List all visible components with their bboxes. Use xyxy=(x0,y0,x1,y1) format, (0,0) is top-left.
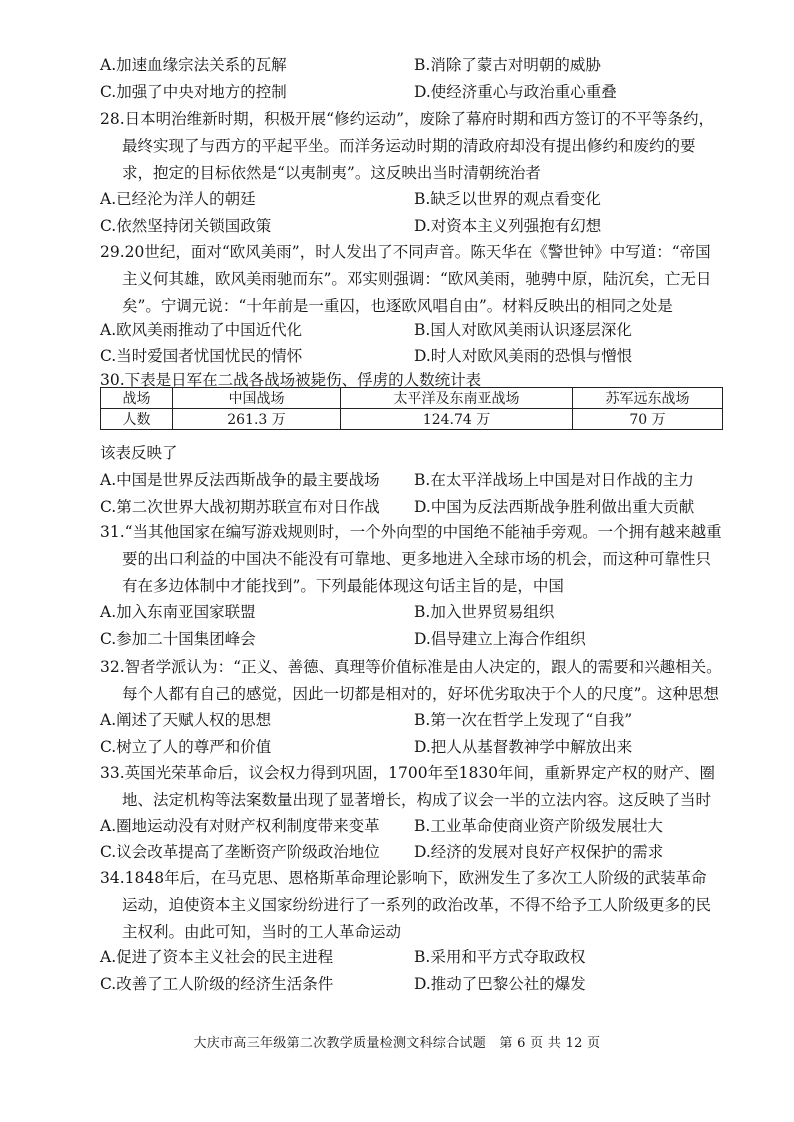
q32-option-d: D.把人从基督教神学中解放出来 xyxy=(414,738,633,756)
q34-option-a: A.促进了资本主义社会的民主进程 xyxy=(100,948,334,966)
q34-option-c: C.改善了工人阶级的经济生活条件 xyxy=(100,975,334,993)
q31-stem: 31.“当其他国家在编写游戏规则时，一个外向型的中国绝不能袖手旁观。一个拥有越来越重要的出口利益的中国决不能没有可靠地、更多地进入全球市场的机会，而这种可靠性只有在多边体制中才能找到”。下列最能体现这句话主旨的是，中国 xyxy=(100,523,722,595)
page-footer: 大庆市高三年级第二次教学质量检测文科综合试题 第 6 页 共 12 页 xyxy=(193,1036,601,1051)
q28-option-c: C.依然坚持闭关锁国政策 xyxy=(100,217,272,235)
q29-stem: 29.20世纪，面对“欧风美雨”，时人发出了不同声音。陈天华在《警世钟》中写道：“帝国主义何其雄，欧风美雨驰而东”。邓实则强调：“欧风美雨，驰骋中原，陆沉矣，亡无日矣”。宁调元说：“十年前是一重囚，也逐欧风唱自由”。材料反映出的相同之处是 xyxy=(100,243,712,315)
q31-option-c: C.参加二十国集团峰会 xyxy=(100,630,256,648)
q33-option-d: D.经济的发展对良好产权保护的需求 xyxy=(414,843,664,861)
q33-option-c: C.议会改革提高了垄断资产阶级政治地位 xyxy=(100,843,380,861)
q28-stem: 28.日本明治维新时期，积极开展“修约运动”，废除了幕府时期和西方签订的不平等条约，最终实现了与西方的平起平坐。而洋务运动时期的清政府却没有提出修约和废约的要求，抱定的目标依然是“以夷制夷”。这反映出当时清朝统治者 xyxy=(100,110,715,182)
table-header-cell: 战场 xyxy=(101,388,173,409)
table-cell: 124.74 万 xyxy=(341,409,573,430)
q34-option-d: D.推动了巴黎公社的爆发 xyxy=(414,975,586,993)
q30-option-c: C.第二次世界大战初期苏联宣布对日作战 xyxy=(100,498,380,516)
table-header-cell: 中国战场 xyxy=(173,388,341,409)
q31-option-b: B.加入世界贸易组织 xyxy=(414,603,555,621)
q27-option-d: D.使经济重心与政治重心重叠 xyxy=(414,83,617,101)
q30-statistics-table xyxy=(100,387,723,430)
q33-option-b: B.工业革命使商业资产阶级发展壮大 xyxy=(414,817,663,835)
q29-option-c: C.当时爱国者忧国忧民的情怀 xyxy=(100,347,303,365)
q30-option-b: B.在太平洋战场上中国是对日作战的主力 xyxy=(414,471,694,489)
table-cell: 人数 xyxy=(101,409,173,430)
q29-option-a: A.欧风美雨推动了中国近代化 xyxy=(100,321,303,339)
q27-option-c: C.加强了中央对地方的控制 xyxy=(100,83,287,101)
q31-option-d: D.倡导建立上海合作组织 xyxy=(414,630,586,648)
table-cell: 70 万 xyxy=(573,409,723,430)
q31-option-a: A.加入东南亚国家联盟 xyxy=(100,603,256,621)
q27-option-b: B.消除了蒙古对明朝的威胁 xyxy=(414,56,601,74)
q34-stem: 34.1848年后，在马克思、恩格斯革命理论影响下，欧洲发生了多次工人阶级的武装革命运动，迫使资本主义国家纷纷进行了一系列的政治改革，不得不给予工人阶级更多的民主权利。由此可知，当时的工人革命运动 xyxy=(100,869,712,941)
q33-stem: 33.英国光荣革命后，议会权力得到巩固，1700年至1830年间，重新界定产权的财产、圈地、法定机构等法案数量出现了显著增长，构成了议会一半的立法内容。这反映了当时 xyxy=(100,764,716,809)
q32-option-a: A.阐述了天赋人权的思想 xyxy=(100,711,272,729)
table-cell: 261.3 万 xyxy=(173,409,341,430)
q28-option-d: D.对资本主义列强抱有幻想 xyxy=(414,217,602,235)
q30-option-a: A.中国是世界反法西斯战争的最主要战场 xyxy=(100,471,380,489)
q32-option-c: C.树立了人的尊严和价值 xyxy=(100,738,272,756)
q30-after-text: 该表反映了 xyxy=(100,444,178,462)
q32-stem: 32.智者学派认为：“正义、善德、真理等价值标准是由人决定的，跟人的需要和兴趣相关。每个人都有自己的感觉，因此一切都是相对的，好坏优劣取决于个人的尺度”。这种思想 xyxy=(100,658,722,703)
table-header-cell: 太平洋及东南亚战场 xyxy=(341,388,573,409)
q33-option-a: A.圈地运动没有对财产权利制度带来变革 xyxy=(100,817,380,835)
q29-option-b: B.国人对欧风美雨认识逐层深化 xyxy=(414,321,632,339)
q28-option-a: A.已经沦为洋人的朝廷 xyxy=(100,190,256,208)
q30-stem: 30.下表是日军在二战各战场被毙伤、俘虏的人数统计表 xyxy=(100,371,482,389)
q32-option-b: B.第一次在哲学上发现了“自我” xyxy=(414,711,633,729)
q30-option-d: D.中国为反法西斯战争胜利做出重大贡献 xyxy=(414,498,695,516)
table-header-cell: 苏军远东战场 xyxy=(573,388,723,409)
q29-option-d: D.时人对欧风美雨的恐惧与憎恨 xyxy=(414,347,633,365)
table-header-row xyxy=(101,388,723,409)
q34-option-b: B.采用和平方式夺取政权 xyxy=(414,948,586,966)
q27-option-a: A.加速血缘宗法关系的瓦解 xyxy=(100,56,287,74)
q28-option-b: B.缺乏以世界的观点看变化 xyxy=(414,190,601,208)
table-row xyxy=(101,409,723,430)
